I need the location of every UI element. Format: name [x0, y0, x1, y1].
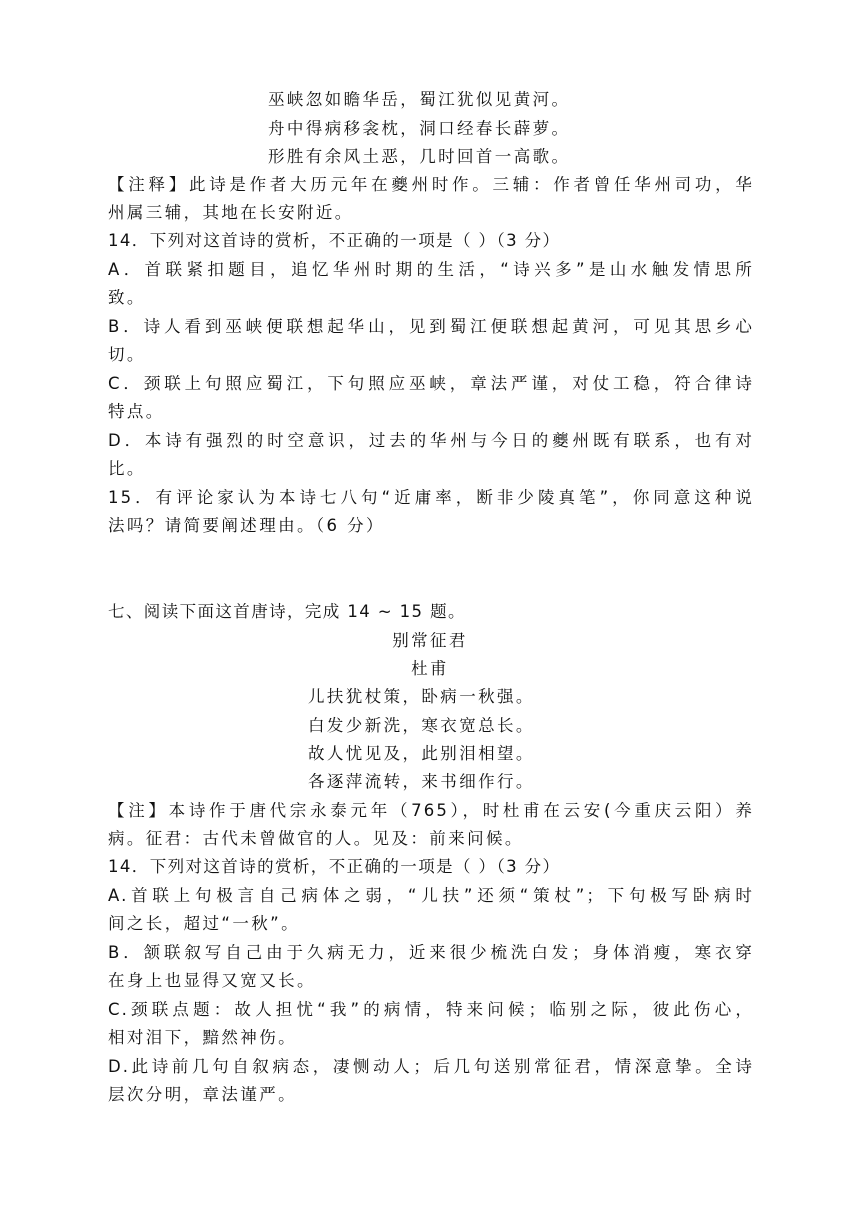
poem-line: 故人忧见及，此别泪相望。: [308, 744, 535, 763]
annotation-note: 【注】本诗作于唐代宗永泰元年（765），时杜甫在云安(今重庆云阳）养: [108, 801, 754, 820]
poem-line: 巫峡忽如瞻华岳，蜀江犹似见黄河。: [268, 90, 571, 109]
option-a-cont: 致。: [108, 288, 146, 307]
question-15: 15．有评论家认为本诗七八句“近庸率，断非少陵真笔”，你同意这种说: [108, 488, 754, 507]
option-a: A．首联紧扣题目，追忆华州时期的生活，“诗兴多”是山水触发情思所: [108, 260, 754, 279]
option-d: D.此诗前几句自叙病态，凄恻动人；后几句送别常征君，情深意挚。全诗: [108, 1057, 754, 1076]
poem-line: 白发少新洗，寒衣宽总长。: [308, 716, 535, 735]
option-c-cont: 特点。: [108, 402, 165, 421]
annotation-note: 【注释】此诗是作者大历元年在夔州时作。三辅：作者曾任华州司功，华: [108, 175, 754, 194]
section-heading: 七、阅读下面这首唐诗，完成 14 ~ 15 题。: [108, 602, 466, 621]
question-14-stem: 14．下列对这首诗的赏析，不正确的一项是（ ）（3 分）: [108, 231, 561, 250]
option-c: C．颈联上句照应蜀江，下句照应巫峡，章法严谨，对仗工稳，符合律诗: [108, 374, 754, 393]
annotation-note: 病。征君：古代未曾做官的人。见及：前来问候。: [108, 829, 524, 848]
poem-author: 杜甫: [411, 659, 449, 678]
question-15-cont: 法吗？请简要阐述理由。（6 分）: [108, 516, 385, 535]
option-b: B．颔联叙写自己由于久病无力，近来很少梳洗白发；身体消瘦，寒衣穿: [108, 943, 754, 962]
option-a-cont: 间之长，超过“一秋”。: [108, 914, 300, 933]
option-c-cont: 相对泪下，黯然神伤。: [108, 1028, 297, 1047]
poem-title: 别常征君: [392, 631, 468, 650]
question-14-stem: 14．下列对这首诗的赏析，不正确的一项是（ ）（3 分）: [108, 857, 561, 876]
option-a: A.首联上句极言自己病体之弱，“儿扶”还须“策杖”；下句极写卧病时: [108, 886, 754, 905]
poem-line: 各逐萍流转，来书细作行。: [308, 772, 535, 791]
option-b-cont: 切。: [108, 345, 146, 364]
option-d-cont: 比。: [108, 459, 146, 478]
poem-line: 形胜有余风土恶，几时回首一高歌。: [268, 147, 571, 166]
annotation-note: 州属三辅，其地在长安附近。: [108, 203, 354, 222]
poem-line: 儿扶犹杖策，卧病一秋强。: [308, 687, 535, 706]
option-b: B．诗人看到巫峡便联想起华山，见到蜀江便联想起黄河，可见其思乡心: [108, 317, 754, 336]
option-d-cont: 层次分明，章法谨严。: [108, 1085, 297, 1104]
poem-line: 舟中得病移衾枕，洞口经春长薜萝。: [268, 119, 571, 138]
option-c: C.颈联点题：故人担忧“我”的病情，特来问候；临别之际，彼此伤心，: [108, 1000, 754, 1019]
option-b-cont: 在身上也显得又宽又长。: [108, 971, 316, 990]
option-d: D．本诗有强烈的时空意识，过去的华州与今日的夔州既有联系，也有对: [108, 431, 754, 450]
